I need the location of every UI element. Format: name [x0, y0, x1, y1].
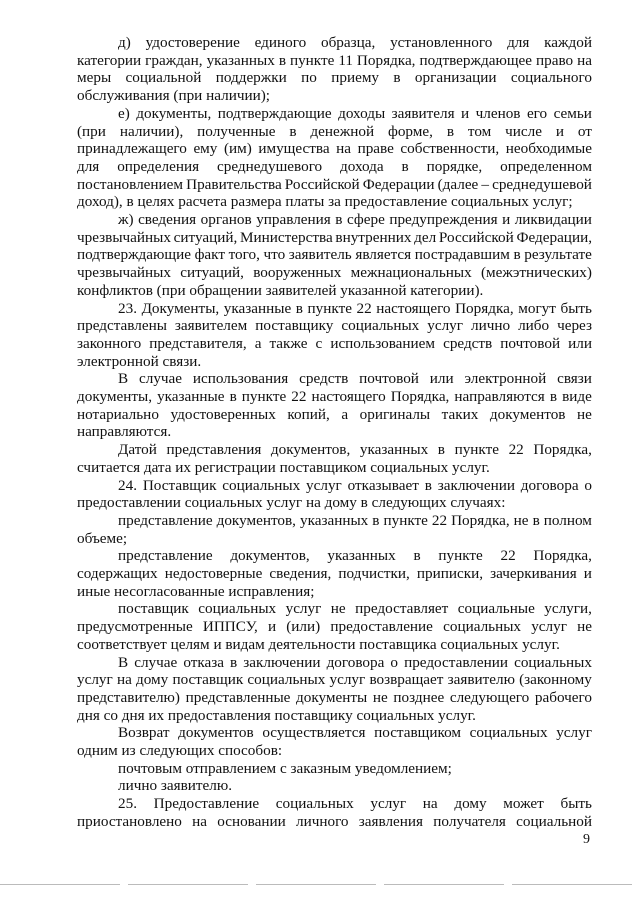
word: услуг [306, 476, 342, 494]
word: представления [166, 441, 262, 459]
word: семьи [553, 104, 592, 122]
word: В [118, 653, 129, 671]
text-line: объеме; [77, 529, 128, 547]
word: услуг [329, 671, 366, 689]
word: связи [557, 370, 592, 388]
word: принадлежащего [77, 140, 187, 158]
word: дому [454, 795, 487, 813]
word: В [118, 370, 129, 388]
word: в [393, 69, 401, 87]
word: использованием [330, 334, 436, 352]
word: дел [414, 228, 437, 246]
word: также [269, 334, 308, 352]
word: в [278, 51, 286, 69]
word: 22 [356, 299, 372, 317]
word: могут [518, 299, 556, 317]
word: в [230, 653, 238, 671]
word: услуги, [544, 600, 592, 618]
word: праве [357, 140, 394, 158]
word: факт [194, 246, 225, 264]
word: определенном [500, 157, 592, 175]
word: Поставщик [142, 476, 217, 494]
word: в [295, 299, 303, 317]
text-line: обслуживания (при наличии); [77, 87, 270, 105]
text-line [118, 300, 592, 318]
word: удостоверение [145, 34, 240, 51]
word: электронной [464, 370, 547, 388]
word: представлены [77, 317, 167, 335]
word: оригиналы [359, 405, 431, 423]
word: подчистки, [338, 565, 410, 582]
word: подтверждающее [419, 51, 533, 69]
word: пункте [383, 511, 428, 529]
text-line [118, 547, 592, 565]
text-line [77, 52, 592, 70]
text-line [77, 246, 592, 264]
word: документы, [77, 388, 152, 405]
word: полученные [197, 122, 276, 140]
word: социальных [222, 476, 301, 494]
text-line [77, 264, 592, 282]
text-line [77, 123, 592, 141]
word: в [372, 511, 380, 529]
word: 24. [118, 476, 137, 494]
word: дохода [340, 157, 384, 175]
word: заключении [243, 653, 321, 671]
word: 23. [118, 299, 137, 317]
word: предоставление [330, 618, 433, 636]
word: указанные [157, 388, 225, 405]
word: 25. [118, 795, 137, 813]
text-line [77, 176, 592, 194]
word: числе [505, 122, 542, 140]
text-line: иные несогласованные исправления; [77, 582, 315, 600]
word: необходимые [505, 140, 592, 158]
word: приему [331, 69, 380, 87]
word: или [568, 334, 592, 352]
word: образца, [320, 34, 376, 51]
footer-rule [0, 884, 640, 885]
word: в [424, 476, 432, 494]
word: услуг [556, 724, 592, 742]
word: настоящего [376, 299, 451, 317]
word: социальных [341, 317, 420, 335]
word: Предоставление [153, 795, 260, 813]
word: поставщик [172, 671, 244, 689]
word: Возврат [118, 724, 170, 742]
text-line [118, 211, 592, 229]
word: на [422, 795, 438, 813]
word: чрезвычайных [77, 228, 171, 246]
word: таких [441, 405, 479, 423]
word: о [584, 476, 592, 494]
word: использования [192, 370, 289, 388]
word: внутренних [335, 228, 412, 246]
word: в [446, 122, 454, 140]
word: зачеркивания [490, 565, 577, 582]
word: (или) [286, 618, 321, 636]
word: средств [299, 370, 349, 388]
word: поставщик [118, 600, 189, 618]
word: услуг [531, 618, 567, 636]
word: пункте [307, 299, 352, 317]
text-line [77, 406, 592, 424]
word: быть [560, 795, 592, 813]
text-line [77, 317, 592, 335]
word: для [507, 34, 530, 51]
word: Российской [284, 175, 360, 193]
word: определения [117, 157, 200, 175]
word: представленные [185, 688, 291, 706]
word: услуг [370, 795, 407, 813]
word: органов [200, 211, 252, 228]
word: результате [524, 246, 592, 264]
word: социальных [443, 618, 522, 636]
word: социальных [247, 671, 326, 689]
text-line [77, 388, 592, 406]
word: не [330, 600, 346, 618]
word: представление [118, 511, 213, 529]
word: единого [254, 34, 307, 51]
word: лично [471, 317, 511, 335]
word: социальных [198, 600, 277, 618]
word: Федерации [362, 175, 435, 193]
word: документы, [136, 104, 212, 122]
word: установленного [390, 34, 493, 51]
word: ему [193, 140, 218, 158]
word: личного [296, 812, 349, 830]
word: подтверждающие [217, 104, 332, 122]
word: указанных [327, 547, 396, 565]
text-line [77, 565, 592, 583]
word: – [481, 175, 489, 193]
word: заявителю [447, 671, 515, 689]
text-line: направляются. [77, 423, 172, 441]
word: пострадавшим [414, 246, 510, 264]
word: его [526, 104, 548, 122]
word: пункте [454, 441, 499, 459]
text-line [77, 671, 592, 689]
word: Порядка, [533, 441, 592, 459]
word: в [229, 388, 237, 405]
word: подтверждающие [77, 246, 191, 264]
word: документов, [270, 441, 351, 459]
word: Правительства [186, 175, 282, 193]
word: что [263, 246, 286, 264]
word: средств [443, 334, 493, 352]
word: е) [118, 104, 130, 122]
word: наличии), [119, 122, 184, 140]
word: почтовой [359, 370, 419, 388]
word: представление [118, 547, 213, 565]
word: ж) [118, 211, 134, 228]
word: социальные [457, 600, 535, 618]
word: не [513, 511, 529, 529]
text-line [118, 724, 592, 742]
word: направляются [454, 388, 545, 405]
word: в [289, 122, 297, 140]
word: а [254, 334, 262, 352]
word: отказывает [347, 476, 419, 494]
word: социальных [514, 653, 592, 671]
word: организации [414, 69, 497, 87]
word: быть [560, 299, 592, 317]
word: указанные [223, 299, 292, 317]
word: Документы, [141, 299, 220, 317]
word: членов [475, 104, 521, 122]
text-line: электронной связи. [77, 352, 202, 370]
word: возвращает [369, 671, 444, 689]
word: с [315, 334, 323, 352]
word: заявителем [174, 317, 248, 335]
text-line [77, 335, 592, 353]
word: Порядка, [451, 511, 510, 529]
word: основании [217, 812, 286, 830]
text-line [118, 441, 592, 459]
word: является [355, 246, 412, 264]
word: в [549, 388, 558, 405]
word: 22 [291, 388, 307, 405]
word: документы [296, 688, 368, 706]
word: социальной [125, 69, 202, 87]
word: может [503, 795, 544, 813]
text-line: конфликтов (при обращении заявителей указанной категории). [77, 281, 484, 299]
word: 22 [508, 441, 524, 459]
text-line [77, 140, 592, 158]
text-line: лично заявителю. [118, 777, 232, 795]
text-line [77, 69, 592, 87]
word: приписки, [416, 565, 484, 582]
word: собственности, [400, 140, 500, 158]
text-line [77, 158, 592, 176]
word: поставщиком [374, 724, 462, 742]
word: ситуаций, [173, 228, 238, 246]
word: чрезвычайных [77, 264, 171, 282]
word: д) [118, 34, 131, 51]
word: отказа [183, 653, 224, 671]
page-number: 9 [583, 832, 590, 847]
word: 22 [500, 547, 516, 565]
word: в [413, 547, 421, 565]
word: поддержки [215, 69, 287, 87]
word: в [532, 511, 540, 529]
word: виде [562, 388, 592, 405]
word: пункте [438, 547, 483, 565]
word: документов, [216, 511, 296, 529]
text-line [118, 600, 592, 618]
word: услуг [427, 317, 464, 335]
word: порядке, [426, 157, 483, 175]
word: 11 [338, 51, 353, 69]
word: (им) [223, 140, 252, 158]
word: получателя [433, 812, 506, 830]
word: социальных [469, 724, 548, 742]
word: копий, [287, 405, 330, 423]
word: социальной [516, 812, 592, 830]
word: поставщику [255, 317, 334, 335]
word: среднедушевой [492, 175, 592, 193]
word: и [502, 211, 511, 228]
text-line [118, 795, 592, 813]
word: Порядка, [356, 51, 416, 69]
word: 22 [431, 511, 448, 529]
word: социальных [275, 795, 354, 813]
word: социального [510, 69, 592, 87]
word: заключении [437, 476, 515, 494]
word: том [467, 122, 492, 140]
word: недостоверные [164, 565, 263, 582]
word: Российской [438, 228, 514, 246]
word: осуществляется [262, 724, 366, 742]
word: вооруженных [253, 264, 342, 282]
word: дому [136, 671, 169, 689]
word: случае [139, 370, 183, 388]
word: услуг [285, 600, 322, 618]
text-line: считается дата их регистрации поставщиком социальных услуг. [77, 458, 490, 476]
word: (законному [519, 671, 592, 689]
word: ликвидации [514, 211, 592, 228]
word: Порядка, [533, 547, 592, 565]
word: заявителя [391, 104, 455, 122]
word: Порядка, [390, 388, 450, 405]
word: среднедушевого [217, 157, 323, 175]
text-line: предоставлении социальных услуг на дому в следующих случаях: [77, 494, 506, 512]
word: управления [256, 211, 331, 228]
text-line: дня со дня их предоставления поставщику социальных услуг. [77, 706, 476, 724]
word: полном [543, 511, 592, 529]
word: (далее [437, 175, 479, 193]
word: в [513, 246, 521, 264]
word: предоставляет [355, 600, 449, 618]
word: предусмотренные [77, 618, 193, 636]
word: указанных [299, 511, 369, 529]
word: на [577, 51, 592, 69]
word: через [557, 317, 592, 335]
word: и [583, 565, 592, 582]
word: имущества [258, 140, 330, 158]
word: постановлением [77, 175, 184, 193]
text-line [77, 689, 592, 707]
word: и [461, 104, 470, 122]
text-line: одним из следующих способов: [77, 742, 283, 759]
word: в [401, 157, 409, 175]
word: право [535, 51, 574, 69]
word: предупреждения [389, 211, 498, 228]
word: и [555, 122, 564, 140]
word: случае [134, 653, 178, 671]
word: заявитель [288, 246, 352, 264]
word: сфере [346, 211, 385, 228]
word: граждан, [145, 51, 203, 69]
word: Федерации, [516, 228, 592, 246]
word: договора [520, 476, 579, 494]
word: пункте [289, 51, 335, 69]
text-line [118, 654, 592, 672]
word: категории [77, 51, 142, 69]
text-line: доход), в целях расчета размера платы за предоставление социальных услуг; [77, 193, 573, 211]
word: не [577, 618, 592, 636]
word: следующего [449, 688, 530, 706]
word: рабочего [534, 688, 592, 706]
word: Порядка, [455, 299, 514, 317]
word: не [372, 688, 388, 706]
word: для [77, 157, 100, 175]
word: документов, [230, 547, 310, 565]
word: договора [326, 653, 385, 671]
word: (межэтнических) [480, 264, 592, 282]
text-line [118, 512, 592, 530]
word: того, [228, 246, 260, 264]
word: по [301, 69, 317, 87]
word: содержащих [77, 565, 158, 582]
word: денежной [310, 122, 375, 140]
word: указанных [206, 51, 275, 69]
word: представителя, [149, 334, 247, 352]
text-line [118, 105, 592, 123]
word: в [437, 441, 445, 459]
word: заявления [358, 812, 424, 830]
word: ситуаций, [180, 264, 244, 282]
word: указанных [359, 441, 429, 459]
word: Датой [118, 441, 157, 459]
word: на [336, 140, 352, 158]
word: позднее [393, 688, 445, 706]
word: либо [518, 317, 550, 335]
word: ИППСУ, [202, 618, 258, 636]
word: и [267, 618, 277, 636]
word: на [116, 671, 132, 689]
word: приостановлено [77, 812, 182, 830]
word: документов [489, 405, 566, 423]
word: или [429, 370, 454, 388]
word: в [335, 211, 343, 228]
word: нотариально [77, 405, 159, 423]
word: услуг [77, 671, 113, 689]
word: а [341, 405, 349, 423]
word: пункте [241, 388, 287, 405]
word: о [390, 653, 398, 671]
text-line [118, 477, 592, 495]
word: представителю) [77, 688, 180, 706]
word: (при [77, 122, 106, 140]
word: от [577, 122, 592, 140]
word: Министерства [240, 228, 333, 246]
text-line: соответствует целям и видам деятельности поставщика социальных услуг. [77, 635, 560, 653]
word: не [577, 405, 592, 423]
word: на [192, 812, 207, 830]
word: меры [77, 69, 112, 87]
word: сведения, [269, 565, 332, 582]
text-line [118, 34, 592, 52]
word: удостоверенных [170, 405, 276, 423]
text-line [77, 813, 592, 831]
word: почтовой [500, 334, 561, 352]
word: документов [178, 724, 254, 742]
word: сведения [138, 211, 197, 228]
text-line [77, 229, 592, 247]
word: межнациональных [350, 264, 472, 282]
word: доходы [338, 104, 386, 122]
word: предоставлении [404, 653, 509, 671]
word: каждой [544, 34, 592, 51]
word: форме, [387, 122, 433, 140]
word: настоящего [311, 388, 386, 405]
word: законного [77, 334, 142, 352]
text-line [77, 618, 592, 636]
text-line [118, 370, 592, 388]
text-line: почтовым отправлением с заказным уведомлением; [118, 759, 452, 777]
